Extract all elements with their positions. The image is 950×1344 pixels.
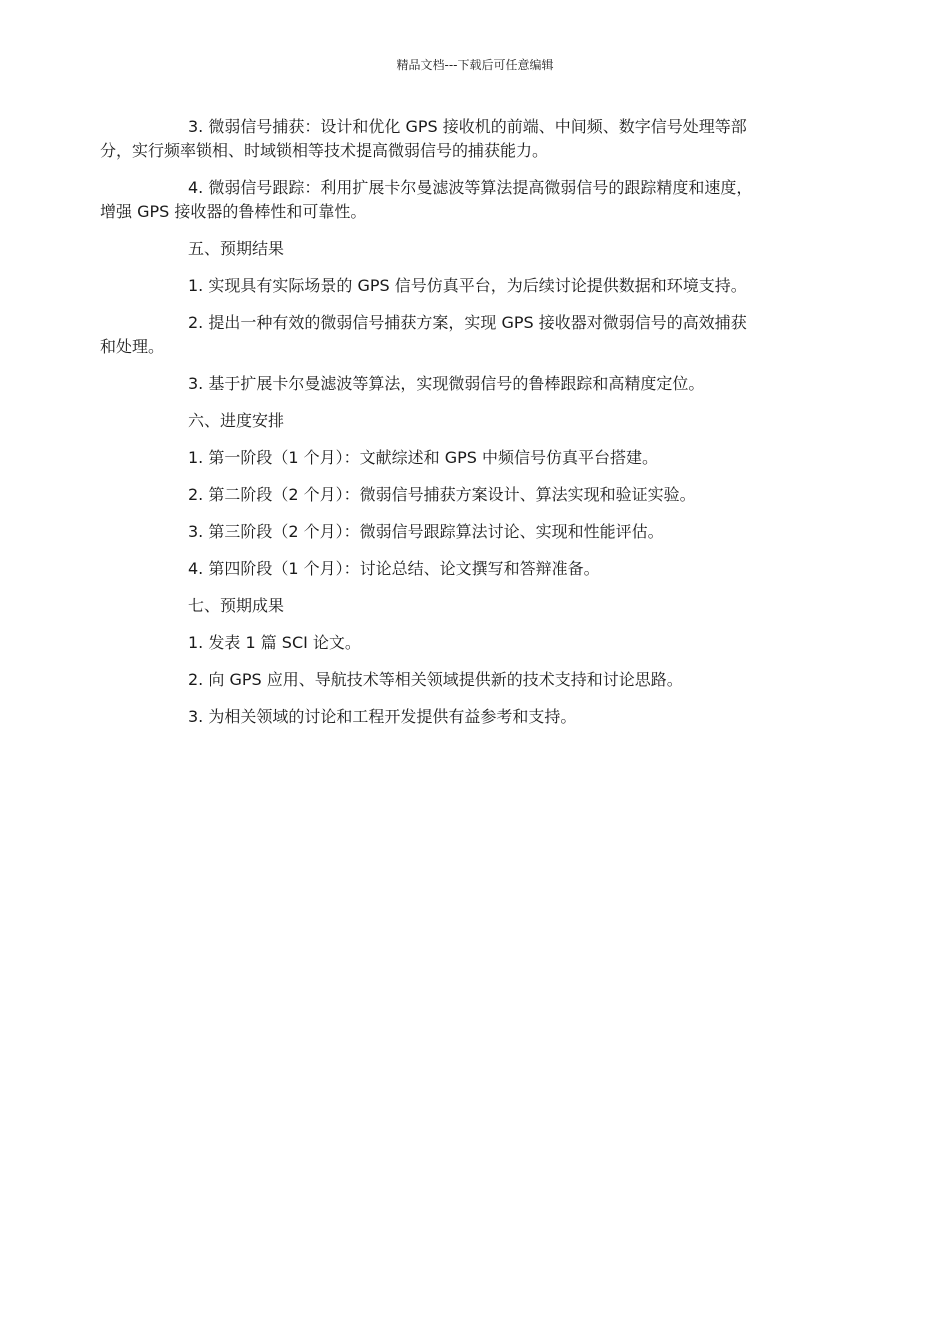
text-line: 2. 向 GPS 应用、导航技术等相关领域提供新的技术支持和讨论思路。 (188, 670, 683, 689)
text-line: 2. 提出一种有效的微弱信号捕获方案，实现 GPS 接收器对微弱信号的高效捕获 (188, 313, 747, 332)
text-line: 1. 第一阶段（1 个月）：文献综述和 GPS 中频信号仿真平台搭建。 (188, 448, 658, 467)
document-body (100, 115, 804, 742)
paragraph-phase-2 (144, 483, 804, 507)
text-line: 4. 微弱信号跟踪：利用扩展卡尔曼滤波等算法提高微弱信号的跟踪精度和速度， (188, 178, 753, 197)
text-line: 3. 基于扩展卡尔曼滤波等算法，实现微弱信号的鲁棒跟踪和高精度定位。 (188, 374, 705, 393)
paragraph-result-2 (100, 311, 804, 359)
paragraph-phase-3 (144, 520, 804, 544)
paragraph-phase-4 (144, 557, 804, 581)
text-line: 分，实行频率锁相、时域锁相等技术提高微弱信号的捕获能力。 (100, 141, 549, 160)
paragraph-result-3 (144, 372, 804, 396)
section-heading-expected-results (144, 237, 804, 261)
text-line: 和处理。 (100, 337, 165, 356)
section-heading-expected-outcomes (144, 594, 804, 618)
paragraph-outcome-3 (144, 705, 804, 729)
text-line: 3. 为相关领域的讨论和工程开发提供有益参考和支持。 (188, 707, 577, 726)
text-line: 3. 第三阶段（2 个月）：微弱信号跟踪算法讨论、实现和性能评估。 (188, 522, 664, 541)
section-heading-schedule (144, 409, 804, 433)
heading-text: 五、预期结果 (188, 239, 285, 258)
paragraph-outcome-1 (144, 631, 804, 655)
text-line: 1. 实现具有实际场景的 GPS 信号仿真平台，为后续讨论提供数据和环境支持。 (188, 276, 747, 295)
page-header: 精品文档---下载后可任意编辑 (396, 58, 554, 72)
text-line: 增强 GPS 接收器的鲁棒性和可靠性。 (100, 202, 367, 221)
text-line: 3. 微弱信号捕获：设计和优化 GPS 接收机的前端、中间频、数字信号处理等部 (188, 117, 747, 136)
paragraph-tracking (100, 176, 804, 224)
heading-text: 七、预期成果 (188, 596, 285, 615)
paragraph-outcome-2 (144, 668, 804, 692)
text-line: 2. 第二阶段（2 个月）：微弱信号捕获方案设计、算法实现和验证实验。 (188, 485, 696, 504)
text-line: 4. 第四阶段（1 个月）：讨论总结、论文撰写和答辩准备。 (188, 559, 600, 578)
heading-text: 六、进度安排 (188, 411, 285, 430)
paragraph-acquisition (100, 115, 804, 163)
text-line: 1. 发表 1 篇 SCI 论文。 (188, 633, 361, 652)
paragraph-result-1 (144, 274, 804, 298)
paragraph-phase-1 (144, 446, 804, 470)
